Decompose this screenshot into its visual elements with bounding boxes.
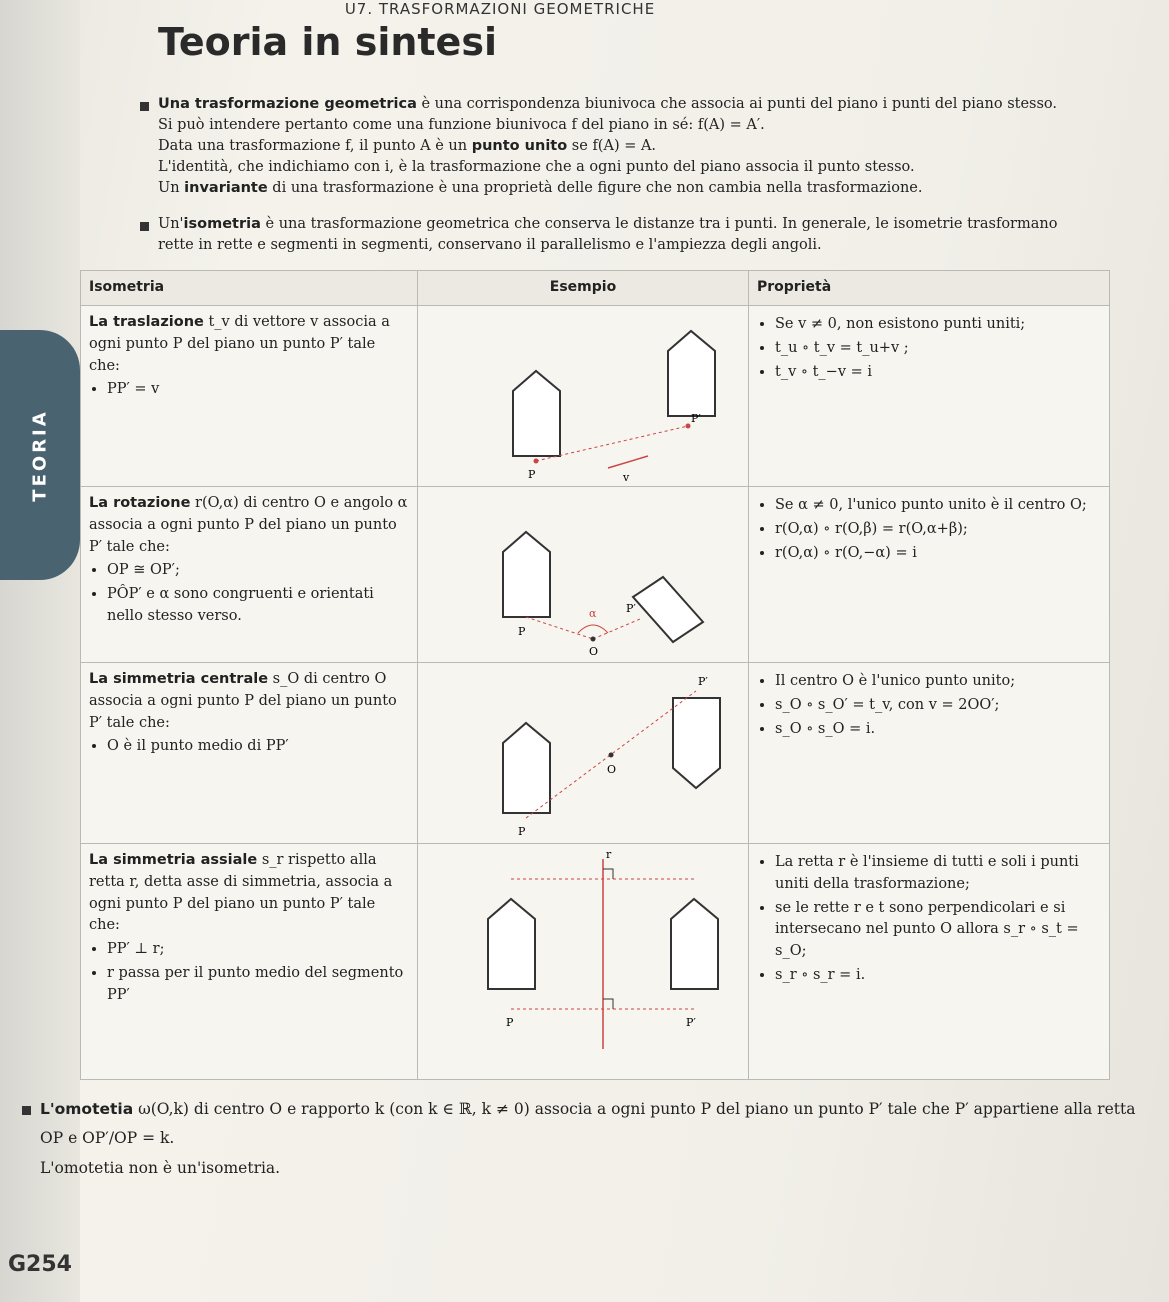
translation-diagram [418,306,748,486]
example-diagram [418,487,749,663]
property-item: • s_O ∘ s_O′ = t_v, con v = 2OO′; [775,695,1101,717]
translated-shape [668,331,715,416]
label-p: P [518,825,526,838]
bullet-square [22,1106,31,1115]
isometry-description: La simmetria assiale s_r rispetto alla retta r, detta asse di simmetria, associa a ogni punto P del piano un punto P′ tale che: • PP′ ⊥ r; • r passa per il punto medio del segmento PP′ [81,844,418,1080]
intro-paragraph-3: L'identità, che indichiamo con i, è la trasformazione che a ogni punto del piano associa il punto stesso. [158,159,915,176]
property-item: • La retta r è l'insieme di tutti e soli i punti uniti della trasformazione; [775,852,1101,896]
page-title: Teoria in sintesi [158,20,497,64]
original-shape [503,532,550,617]
table-row [81,844,1110,1080]
intro-paragraph-1: Una trasformazione geometrica è una corrispondenza biunivoca che associa ai punti del piano i punti del piano stesso. Si può intendere pertanto come una funzione biunivoca f del piano in sé: f(A) = A′. [158,96,1058,134]
omotetia-definition: L'omotetia ω(O,k) di centro O e rapporto k (con k ∈ ℝ, k ≠ 0) associa a ogni punto P del piano un punto P′ tale che P′ appartiene alla retta OP e OP′/OP = k. [40,1100,1136,1148]
label-r: r [606,848,612,861]
label-p: P [506,1016,514,1029]
example-diagram [418,844,749,1080]
page-number: G254 [8,1252,72,1277]
list-item: • r passa per il punto medio del segmento PP′ [107,963,409,1007]
property-item: • r(O,α) ∘ r(O,β) = r(O,α+β); [775,519,1101,541]
label-v: v [623,471,630,484]
label-o: O [589,645,599,658]
header-proprieta: Proprietà [749,271,1110,306]
center-o [591,637,596,642]
properties [749,487,1110,663]
table-header-row [81,271,1110,306]
property-item: • Se α ≠ 0, l'unico punto unito è il centro O; [775,495,1101,517]
original-shape [513,371,560,456]
original-shape [503,723,550,813]
isometry-description: La rotazione r(O,α) di centro O e angolo α associa a ogni punto P del piano un punto P′ tale che: • OP ≅ OP′; • PÔP′ e α sono congruenti e orientati nello stesso verso. [81,487,418,663]
symmetric-shape [673,698,720,788]
table-row [81,306,1110,487]
list-item: • O è il punto medio di PP′ [107,736,409,758]
intro-paragraph-4: Un invariante di una trasformazione è una proprietà delle figure che non cambia nella trasformazione. [158,180,923,197]
label-p: P [518,625,526,638]
side-tab-label: TEORIA [29,408,51,502]
properties [749,306,1110,487]
header-isometria: Isometria [81,271,418,306]
omotetia-note: L'omotetia non è un'isometria. [40,1158,281,1177]
bullet-square [140,222,149,231]
property-item: • Se v ≠ 0, non esistono punti uniti; [775,314,1101,336]
center-o [609,753,614,758]
label-p-prime: P′ [691,412,701,425]
intro-section [158,94,1058,199]
rotated-shape [633,577,703,642]
example-diagram [418,663,749,844]
label-p: P [528,468,536,481]
table-row [81,663,1110,844]
isometry-description: La simmetria centrale s_O di centro O associa a ogni punto P del piano un punto P′ tale che: • O è il punto medio di PP′ [81,663,418,844]
header-esempio: Esempio [418,271,749,306]
property-item: • se le rette r e t sono perpendicolari e si intersecano nel punto O allora s_r ∘ s_t = s_O; [775,898,1101,963]
rotation-diagram [418,487,748,662]
central-symmetry-diagram [418,663,748,843]
label-o: O [607,763,617,776]
intro-paragraph-2: Data una trasformazione f, il punto A è un punto unito se f(A) = A. [158,138,657,155]
bullet-square [140,102,149,111]
label-alpha: α [589,607,597,620]
isometry-intro: Un'isometria è una trasformazione geometrica che conserva le distanze tra i punti. In generale, le isometrie trasformano rette in rette e segmenti in segmenti, conservano il parallelismo e l'ampiezza degli angoli. [158,216,1058,254]
right-angle-mark [603,869,613,879]
axial-symmetry-diagram [418,844,748,1054]
property-item: • t_u ∘ t_v = t_u+v ; [775,338,1101,360]
property-item: • Il centro O è l'unico punto unito; [775,671,1101,693]
isometry-description: La traslazione t_v di vettore v associa a ogni punto P del piano un punto P′ tale che: • PP′ = v [81,306,418,487]
table-row [81,487,1110,663]
point-p [534,459,539,464]
omotetia-section [40,1095,1150,1183]
property-item: • s_O ∘ s_O = i. [775,719,1101,741]
example-diagram [418,306,749,487]
isometry-table [80,270,1110,1080]
label-p-prime: P′ [686,1016,696,1029]
ray-op-prime [593,619,640,639]
list-item: • PÔP′ e α sono congruenti e orientati nello stesso verso. [107,584,409,628]
list-item: • PP′ ⊥ r; [107,939,409,961]
label-p-prime: P′ [698,675,708,688]
vector-v [608,456,648,468]
point-p-prime [686,424,691,429]
right-angle-mark [603,999,613,1009]
list-item: • OP ≅ OP′; [107,560,409,582]
label-p-prime: P′ [626,602,636,615]
reflected-shape [671,899,718,989]
list-item: • PP′ = v [107,379,409,401]
properties [749,844,1110,1080]
property-item: • t_v ∘ t_−v = i [775,362,1101,384]
property-item: • r(O,α) ∘ r(O,−α) = i [775,543,1101,565]
original-shape [488,899,535,989]
angle-arc [578,625,608,633]
chapter-header: U7. TRASFORMAZIONI GEOMETRICHE [344,0,656,18]
property-item: • s_r ∘ s_r = i. [775,965,1101,987]
properties [749,663,1110,844]
